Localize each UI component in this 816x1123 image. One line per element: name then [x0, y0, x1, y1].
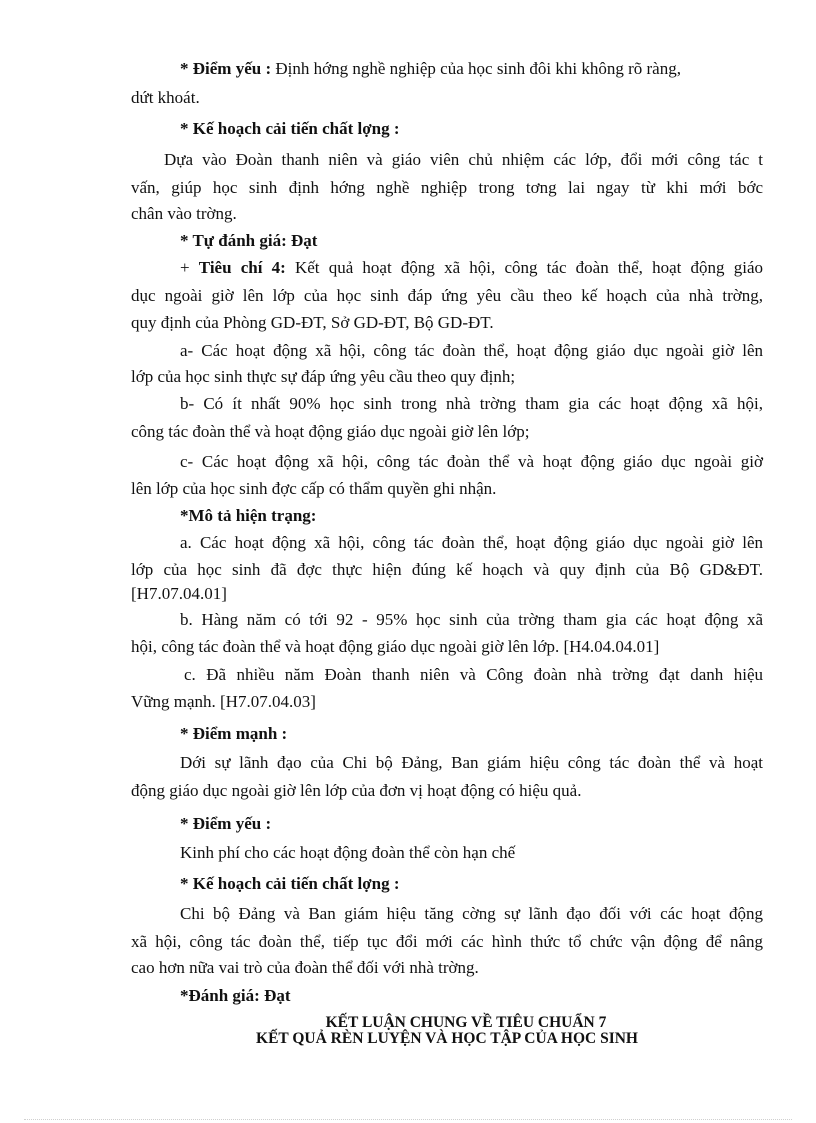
improvement-plan-heading: * Kế hoạch cải tiến chất lợng :	[180, 874, 400, 893]
weakness-line-1	[180, 58, 681, 80]
requirement-b: b- Có ít nhất 90% học sinh trong nhà trờng tham gia các hoạt động xã hội,	[180, 394, 763, 413]
body-line: dục ngoài giờ lên lớp của học sinh đáp ứng yêu cầu theo kế hoạch của nhà trờng,	[131, 286, 763, 305]
body-line: hội, công tác đoàn thể và hoạt động giáo dục ngoài giờ lên lớp. [H4.04.04.01]	[131, 637, 660, 656]
body-line: quy định của Phòng GD-ĐT, Sở GD-ĐT, Bộ GD-ĐT.	[131, 313, 494, 332]
strength-heading: * Điểm mạnh :	[180, 724, 288, 743]
current-state-heading: *Mô tả hiện trạng:	[180, 506, 317, 525]
body-line: công tác đoàn thể và hoạt động giáo dục ngoài giờ lên lớp;	[131, 422, 530, 441]
body-line: dứt khoát.	[131, 88, 200, 107]
evidence-code: [H7.07.04.01]	[131, 584, 227, 603]
requirement-c: c- Các hoạt động xã hội, công tác đoàn thể và hoạt động giáo dục ngoài giờ	[180, 452, 763, 471]
weakness-label: * Điểm yếu :	[180, 59, 272, 78]
body-line: Chi bộ Đảng và Ban giám hiệu tăng cờng sự lãnh đạo đối với các hoạt động	[180, 904, 763, 923]
state-c: c. Đã nhiều năm Đoàn thanh niên và Công đoàn nhà trờng đạt danh hiệu	[184, 665, 763, 684]
body-line: chân vào trờng.	[131, 204, 237, 223]
body-line: xã hội, công tác đoàn thể, tiếp tục đổi mới các hình thức tổ chức vận động để nâng	[131, 932, 763, 951]
body-line: lớp của học sinh đã đợc thực hiện đúng kế hoạch và quy định của Bộ GD&ĐT.	[131, 560, 763, 579]
page-bottom-rule	[24, 1119, 792, 1120]
requirement-a: a- Các hoạt động xã hội, công tác đoàn thể, hoạt động giáo dục ngoài giờ lên	[180, 341, 763, 360]
body-line: Kinh phí cho các hoạt động đoàn thể còn hạn chế	[180, 843, 516, 862]
body-line: Dựa vào Đoàn thanh niên và giáo viên chủ nhiệm các lớp, đổi mới công tác t	[164, 150, 763, 169]
conclusion-title: KẾT LUẬN CHUNG VỀ TIÊU CHUẨN 7	[325, 1014, 607, 1031]
body-line: lớp của học sinh thực sự đáp ứng yêu cầu theo quy định;	[131, 367, 516, 386]
body-line: Vững mạnh. [H7.07.04.03]	[131, 692, 316, 711]
weakness-text: Định hớng nghề nghiệp của học sinh đôi khi không rõ ràng,	[275, 59, 681, 78]
conclusion-subtitle: KẾT QUẢ RÈN LUYỆN VÀ HỌC TẬP CỦA HỌC SINH	[256, 1030, 638, 1047]
body-line: động giáo dục ngoài giờ lên lớp của đơn vị hoạt động có hiệu quả.	[131, 781, 582, 800]
body-line: cao hơn nữa vai trò của đoàn thể đối với nhà trờng.	[131, 958, 479, 977]
assessment-heading: *Đánh giá: Đạt	[180, 986, 291, 1005]
self-assessment-heading: * Tự đánh giá: Đạt	[180, 231, 318, 250]
criterion-4-line: + Tiêu chí 4: Kết quả hoạt động xã hội, công tác đoàn thể, hoạt động giáo	[180, 258, 764, 277]
body-line: Dới sự lãnh đạo của Chi bộ Đảng, Ban giám hiệu công tác đoàn thể và hoạt	[180, 753, 763, 772]
weakness-heading: * Điểm yếu :	[180, 814, 272, 833]
body-line: vấn, giúp học sinh định hớng nghề nghiệp trong tơng lai ngay từ khi mới bớc	[131, 178, 763, 197]
body-line: lên lớp của học sinh đợc cấp có thẩm quyền ghi nhận.	[131, 479, 497, 498]
improvement-plan-heading: * Kế hoạch cải tiến chất lợng :	[180, 119, 400, 138]
criterion-4-label: Tiêu chí 4:	[198, 258, 286, 277]
state-b: b. Hàng năm có tới 92 - 95% học sinh của trờng tham gia các hoạt động xã	[180, 610, 763, 629]
state-a: a. Các hoạt động xã hội, công tác đoàn thể, hoạt động giáo dục ngoài giờ lên	[180, 533, 763, 552]
